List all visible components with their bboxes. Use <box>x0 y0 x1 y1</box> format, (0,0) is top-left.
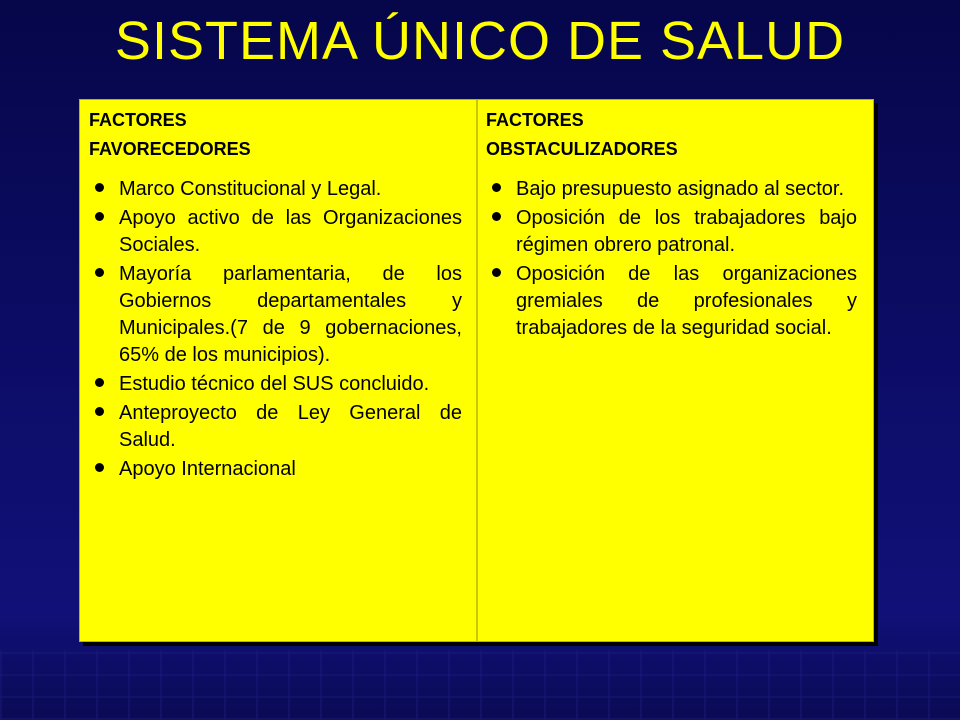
list-item <box>486 261 857 342</box>
list-item-text: Oposición de los trabajadores bajo régimen obrero patronal. <box>516 207 857 256</box>
list-item <box>486 205 857 259</box>
list-item <box>89 176 462 203</box>
favorable-factors-list <box>89 176 462 483</box>
list-item <box>89 400 462 454</box>
bullet-icon <box>95 407 104 416</box>
list-item-text: Apoyo activo de las Organizaciones Sociales. <box>119 207 462 256</box>
list-item <box>486 176 857 203</box>
slide-title: SISTEMA ÚNICO DE SALUD <box>114 11 846 71</box>
favorable-factors-header: FACTORES FAVORECEDORES <box>89 110 251 159</box>
obstacle-factors-list <box>486 176 857 342</box>
bullet-icon <box>95 212 104 221</box>
list-item-text: Bajo presupuesto asignado al sector. <box>516 178 844 200</box>
factors-table <box>79 99 874 642</box>
bullet-icon <box>95 463 104 472</box>
bullet-icon <box>492 268 501 277</box>
list-item <box>89 456 462 483</box>
obstacle-factors-column <box>478 100 873 641</box>
bullet-icon <box>95 183 104 192</box>
favorable-factors-column <box>80 100 478 641</box>
list-item-text: Anteproyecto de Ley General de Salud. <box>119 402 462 451</box>
bullet-icon <box>95 268 104 277</box>
bullet-icon <box>95 378 104 387</box>
background-grid-decoration <box>0 650 960 720</box>
list-item-text: Marco Constitucional y Legal. <box>119 178 382 200</box>
bullet-icon <box>492 212 501 221</box>
list-item-text: Oposición de las organizaciones gremiales de profesionales y trabajadores de la seguridad social. <box>516 263 857 339</box>
list-item <box>89 261 462 369</box>
obstacle-factors-header: FACTORES OBSTACULIZADORES <box>486 110 678 159</box>
list-item <box>89 205 462 259</box>
bullet-icon <box>492 183 501 192</box>
list-item-text: Apoyo Internacional <box>119 458 296 480</box>
list-item-text: Mayoría parlamentaria, de los Gobiernos departamentales y Municipales.(7 de 9 gobernaciones, 65% de los municipios). <box>119 263 462 366</box>
list-item-text: Estudio técnico del SUS concluido. <box>119 373 430 395</box>
list-item <box>89 371 462 398</box>
